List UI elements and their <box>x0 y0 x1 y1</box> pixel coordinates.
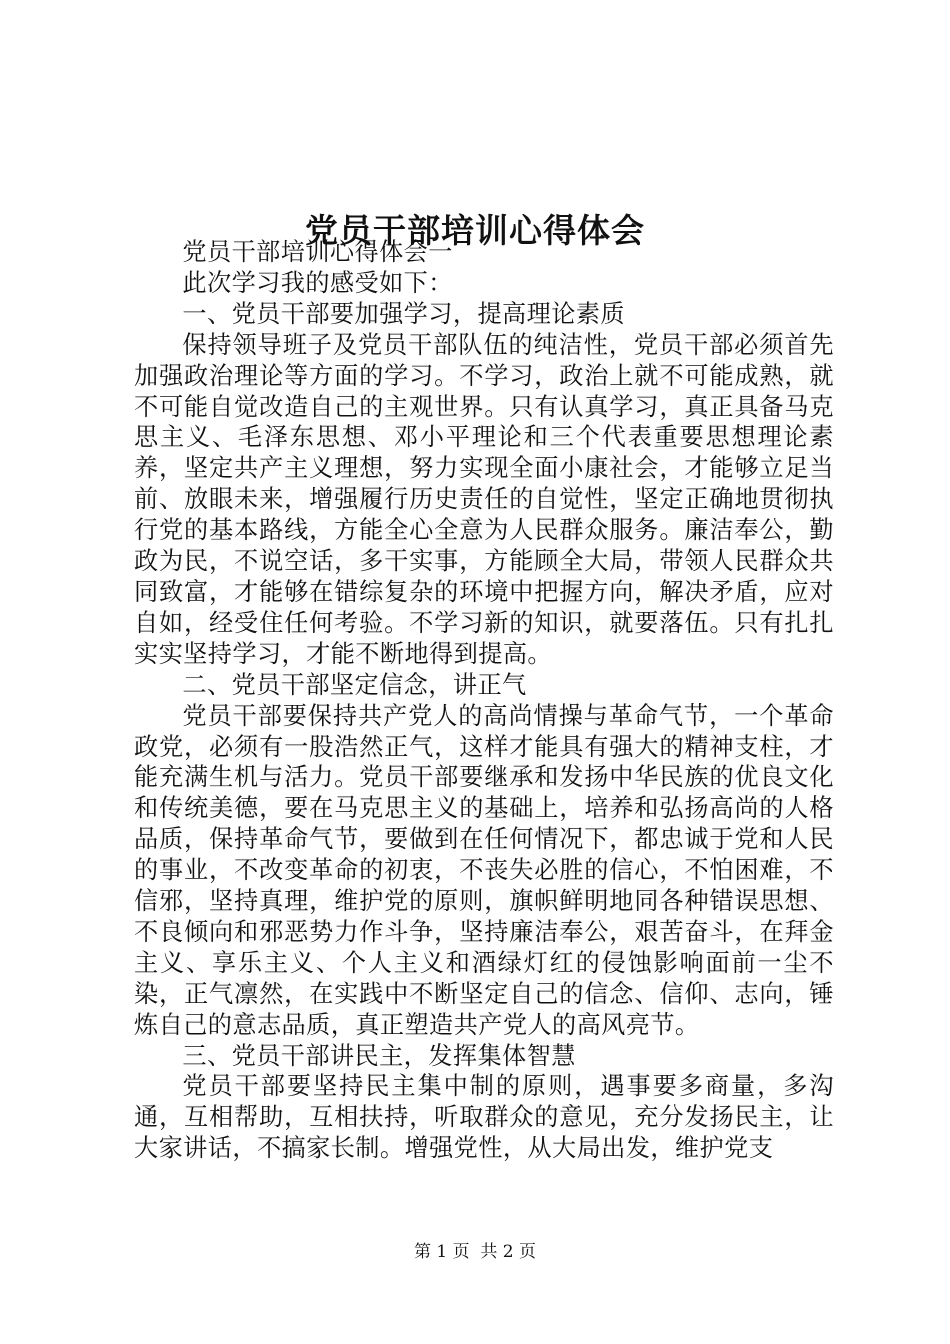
subtitle-paragraph: 党员干部培训心得体会一 <box>182 238 453 266</box>
section-heading-1: 一、党员干部要加强学习，提高理论素质 <box>182 299 625 328</box>
page-number: 第 1 页 <box>413 1242 470 1262</box>
document-body <box>134 237 834 1164</box>
section-heading-3: 三、党员干部讲民主，发挥集体智慧 <box>182 1041 576 1070</box>
document-title: 党员干部培训心得体会 <box>305 211 645 251</box>
intro-paragraph: 此次学习我的感受如下： <box>182 268 453 297</box>
section-body-2: 党员干部要保持共产党人的高尚情操与革命气节，一个革命政党，必须有一股浩然正气，这样才能具有强大的精神支柱，才能充满生机与活力。党员干部要继承和发扬中华民族的优良文化和传统美德，要在马克思主义的基础上，培养和弘扬高尚的人格品质，保持革命气节，要做到在任何情况下，都忠诚于党和人民的事业，不改变革命的初衷，不丧失必胜的信心，不怕困难，不信邪，坚持真理，维护党的原则，旗帜鲜明地同各种错误思想、不良倾向和邪恶势力作斗争，坚持廉洁奉公，艰苦奋斗，在拜金主义、享乐主义、个人主义和酒绿灯红的侵蚀影响面前一尘不染，正气凛然，在实践中不断坚定自己的信念、信仰、志向，锤炼自己的意志品质，真正塑造共产党人的高风亮节。 <box>134 701 834 1039</box>
page-total: 共 2 页 <box>480 1242 537 1262</box>
page-footer <box>0 1241 950 1263</box>
section-body-3: 党员干部要坚持民主集中制的原则，遇事要多商量，多沟通，互相帮助，互相扶持，听取群众的意见，充分发扬民主，让大家讲话，不搞家长制。增强党性，从大局出发，维护党支 <box>134 1072 834 1163</box>
section-body-1: 保持领导班子及党员干部队伍的纯洁性，党员干部必须首先加强政治理论等方面的学习。不学习，政治上就不可能成熟，就不可能自觉改造自己的主观世界。只有认真学习，真正具备马克思主义、毛泽东思想、邓小平理论和三个代表重要思想理论素养，坚定共产主义理想，努力实现全面小康社会，才能够立足当前、放眼未来，增强履行历史责任的自觉性，坚定正确地贯彻执行党的基本路线，方能全心全意为人民群众服务。廉洁奉公，勤政为民，不说空话，多干实事，方能顾全大局，带领人民群众共同致富，才能够在错综复杂的环境中把握方向，解决矛盾，应对自如，经受住任何考验。不学习新的知识，就要落伍。只有扎扎实实坚持学习，才能不断地得到提高。 <box>134 330 834 668</box>
section-heading-2: 二、党员干部坚定信念，讲正气 <box>182 670 527 699</box>
